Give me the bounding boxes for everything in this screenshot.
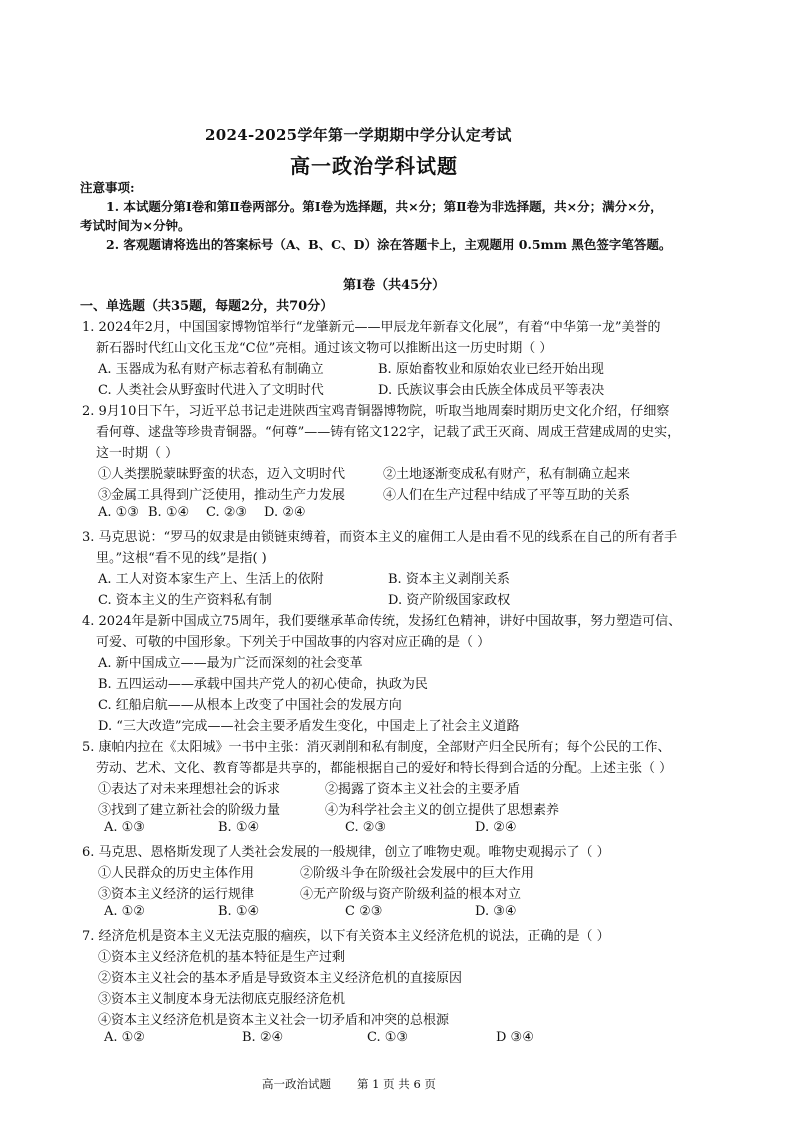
q6-stem-line-1: 6. 马克思、恩格斯发现了人类社会发展的一般规律，创立了唯物史观。唯物史观揭示了（ ） [82, 845, 610, 860]
q7-option-b: B. ②④ [242, 1030, 284, 1045]
notice-line-2: 2. 客观题请将选出的答案标号（A、B、C、D）涂在答题卡上，主观题用 0.5mm 黑色签字笔答题。 [106, 237, 672, 252]
q6-option-d: D. ③④ [475, 904, 517, 919]
q7-statement-3: ③资本主义制度本身无法彻底克服经济危机 [98, 992, 346, 1007]
q1-stem-line-1: 1. 2024年2月，中国国家博物馆举行“龙肇新元——甲辰龙年新春文化展”，有着“中华第一龙”美誉的 [82, 320, 661, 335]
subject-title: 高一政治学科试题 [290, 154, 458, 178]
q7-option-d: D ③④ [496, 1030, 534, 1045]
q5-statement-1: ①表达了对未来理想社会的诉求 [98, 782, 281, 797]
q5-statement-4: ④为科学社会主义的创立提供了思想素养 [325, 803, 560, 818]
q1-option-c: C. 人类社会从野蛮时代进入了文明时代 [98, 383, 324, 398]
q5-option-b: B. ①④ [218, 820, 260, 835]
q6-option-a: A. ①② [104, 904, 145, 919]
q2-stem-line-2: 看何尊、逑盘等珍贵青铜器。“何尊”——铸有铭文122字，记载了武王灭商、周成王营建成周的史实， [96, 425, 681, 440]
q5-option-c: C. ②③ [345, 820, 387, 835]
q4-option-a: A. 新中国成立——最为广泛而深刻的社会变革 [98, 656, 363, 671]
q1-option-a: A. 玉器成为私有财产标志着私有制确立 [98, 362, 324, 377]
q7-stem-line-1: 7. 经济危机是资本主义无法克服的痼疾，以下有关资本主义经济危机的说法，正确的是（ ） [82, 929, 610, 944]
q2-statement-3: ③金属工具得到广泛使用，推动生产力发展 [98, 488, 346, 503]
q5-option-a: A. ①③ [104, 820, 145, 835]
q6-statement-3: ③资本主义经济的运行规律 [98, 887, 255, 902]
q4-option-c: C. 红船启航——从根本上改变了中国社会的发展方向 [98, 698, 402, 713]
q3-option-d: D. 资产阶级国家政权 [388, 593, 511, 608]
part1-title: 第Ⅰ卷（共45分） [343, 278, 446, 293]
q4-option-d: D. “三大改造”完成——社会主要矛盾发生变化，中国走上了社会主义道路 [98, 719, 520, 734]
q3-option-b: B. 资本主义剥削关系 [388, 572, 510, 587]
q4-stem-line-1: 4. 2024年是新中国成立75周年，我们要继承革命传统，发扬红色精神，讲好中国故事，努力塑造可信、 [82, 614, 682, 629]
notice-line-1: 1. 本试题分第Ⅰ卷和第Ⅱ卷两部分。第Ⅰ卷为选择题，共×分；第Ⅱ卷为非选择题，共×分；满分×分， [106, 199, 663, 214]
q1-stem-line-2: 新石器时代红山文化玉龙“C位”亮相。通过该文物可以推断出这一历史时期（ ） [96, 341, 553, 356]
q5-stem-line-1: 5. 康帕内拉在《太阳城》一书中主张：消灭剥削和私有制度，全部财产归全民所有；每个公民的工作、 [82, 740, 671, 755]
q5-option-d: D. ②④ [475, 820, 517, 835]
q2-option-c: C. ②③ [206, 505, 248, 520]
notice-heading: 注意事项: [80, 180, 135, 195]
footer-title: 高一政治试题 [262, 1077, 331, 1091]
q3-option-a: A. 工人对资本家生产上、生活上的依附 [98, 572, 324, 587]
q5-statement-2: ②揭露了资本主义社会的主要矛盾 [325, 782, 521, 797]
q5-stem-line-2: 劳动、艺术、文化、教育等都是共享的，都能根据自己的爱好和特长得到合适的分配。上述主张（ ） [96, 761, 673, 776]
q6-option-b: B. ①④ [218, 904, 260, 919]
q6-statement-4: ④无产阶级与资产阶级利益的根本对立 [300, 887, 522, 902]
q7-statement-4: ④资本主义经济危机是资本主义社会一切矛盾和冲突的总根源 [98, 1013, 450, 1028]
q2-stem-line-3: 这一时期（ ） [96, 446, 179, 461]
q2-statement-2: ②土地逐渐变成私有财产，私有制确立起来 [383, 467, 631, 482]
q5-statement-3: ③找到了建立新社会的阶级力量 [98, 803, 281, 818]
q7-option-a: A. ①② [104, 1030, 145, 1045]
q1-option-b: B. 原始畜牧业和原始农业已经开始出现 [378, 362, 604, 377]
q6-statement-2: ②阶级斗争在阶级社会发展中的巨大作用 [300, 866, 535, 881]
footer-page-number: 第 1 页 共 6 页 [357, 1077, 436, 1091]
q2-statement-1: ①人类摆脱蒙昧野蛮的状态，迈入文明时代 [98, 467, 346, 482]
q4-stem-line-2: 可爱、可敬的中国形象。下列关于中国故事的内容对应正确的是（ ） [96, 635, 491, 650]
q6-statement-1: ①人民群众的历史主体作用 [98, 866, 255, 881]
q4-option-b: B. 五四运动——承载中国共产党人的初心使命，执政为民 [98, 677, 428, 692]
q2-statement-4: ④人们在生产过程中结成了平等互助的关系 [383, 488, 631, 503]
q1-option-d: D. 氏族议事会由氏族全体成员平等表决 [378, 383, 605, 398]
q2-stem-line-1: 2. 9月10日下午，习近平总书记走进陕西宝鸡青铜器博物院，听取当地周秦时期历史文化介绍，仔细察 [82, 404, 670, 419]
q3-stem-line-1: 3. 马克思说：“罗马的奴隶是由锁链束缚着，而资本主义的雇佣工人是由看不见的线系在自己的所有者手 [82, 530, 678, 545]
q2-option-d: D. ②④ [264, 505, 306, 520]
q2-option-a: A. ①③ [98, 505, 139, 520]
q3-option-c: C. 资本主义的生产资料私有制 [98, 593, 272, 608]
q2-option-b: B. ①④ [148, 505, 190, 520]
q7-statement-2: ②资本主义社会的基本矛盾是导致资本主义经济危机的直接原因 [98, 971, 463, 986]
q3-stem-line-2: 里。”这根“看不见的线”是指( ) [96, 551, 267, 566]
q7-option-c: C. ①③ [367, 1030, 409, 1045]
section1-title: 一、单选题（共35题，每题2分，共70分） [80, 299, 334, 314]
q7-statement-1: ①资本主义经济危机的基本特征是生产过剩 [98, 950, 346, 965]
notice-line-1b: 考试时间为×分钟。 [80, 218, 191, 233]
exam-title: 2024-2025学年第一学期期中学分认定考试 [205, 126, 512, 144]
q6-option-c: C ②③ [345, 904, 383, 919]
